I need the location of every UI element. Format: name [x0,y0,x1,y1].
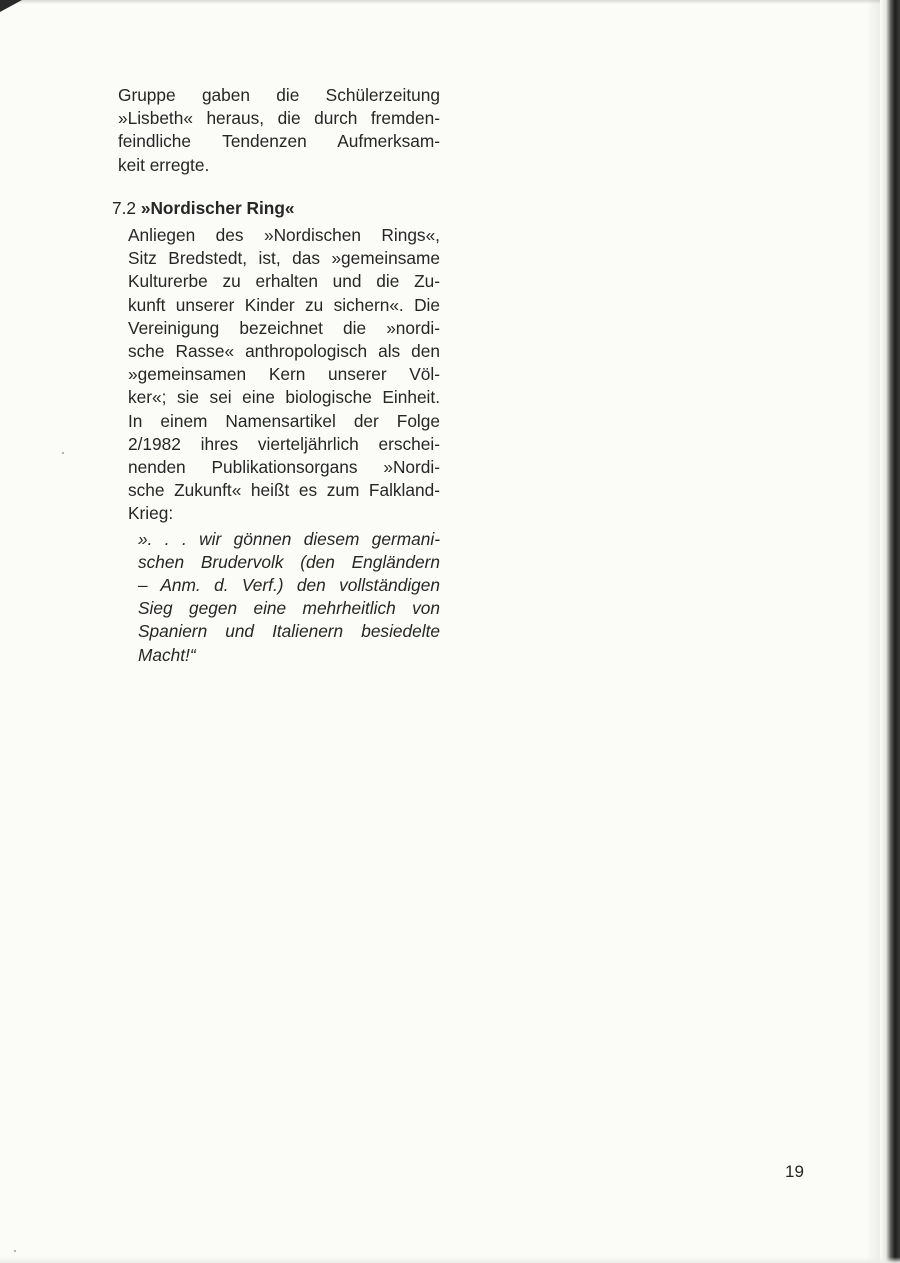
text-line: Kulturerbe zu erhalten und die Zu- [128,271,440,292]
text-line: In einem Namensartikel der Folge [128,410,440,431]
quote-line: – Anm. d. Verf.) den vollständigen [138,575,440,596]
quote-line: Spaniern und Italienern besiedelte [138,621,440,642]
block-quote [138,528,440,667]
scan-speck [62,452,64,454]
section-title: »Nordischer Ring« [140,197,295,218]
scan-top-shadow [0,0,900,4]
text-line: ker«; sie sei eine biologische Einheit. [128,387,440,408]
text-line: kunft unserer Kinder zu sichern«. Die [128,294,440,315]
paragraph-nordic-ring-aims [128,224,440,410]
text-line: keit erregte. [118,154,210,175]
page-number: 19 [785,1162,804,1181]
text-line: nenden Publikationsorgans »Nordi- [128,457,440,478]
section-heading [112,197,440,220]
text-line: Sitz Bredstedt, ist, das »gemeinsame [128,248,440,269]
text-line: »Lisbeth« heraus, die durch fremden- [118,108,440,129]
text-line: Vereinigung bezeichnet die »nordi- [128,317,440,338]
text-line: sche Rasse« anthropologisch als den [128,341,440,362]
text-column [112,84,440,667]
quote-line: Macht!“ [138,644,196,665]
text-line: »gemeinsamen Kern unserer Völ- [128,364,440,385]
text-line: Anliegen des »Nordischen Rings«, [128,225,440,246]
book-binding-edge [880,0,900,1263]
text-line: sche Zukunft« heißt es zum Falkland- [128,480,440,501]
text-line: feindliche Tendenzen Aufmerksam- [118,131,440,152]
quote-line: ». . . wir gönnen diesem germani- [138,528,440,549]
paragraph-article-citation [128,410,440,526]
scan-speck [14,1250,16,1252]
quote-line: Sieg gegen eine mehrheitlich von [138,598,440,619]
binding-shadow [866,0,880,1263]
intro-paragraph [118,84,440,177]
quote-line: schen Brudervolk (den Engländern [138,551,440,572]
section-number: 7.2 [112,197,137,218]
scan-bottom-shadow [0,1257,900,1263]
text-line: Gruppe gaben die Schülerzeitung [118,85,440,105]
text-line: Krieg: [128,503,174,524]
text-line: 2/1982 ihres vierteljährlich erschei- [128,433,440,454]
